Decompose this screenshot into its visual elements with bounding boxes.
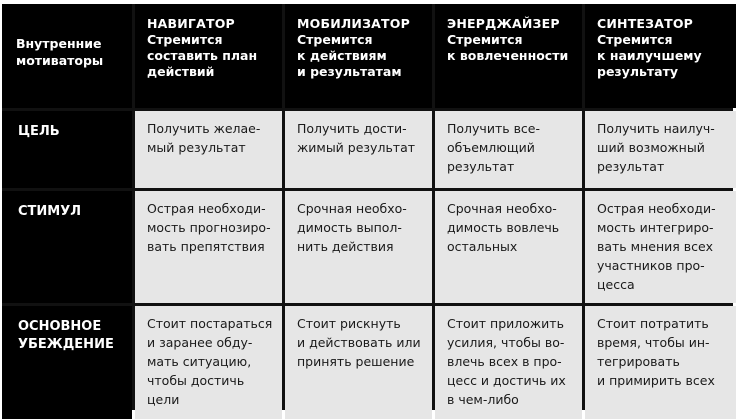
table-cell: Получить все- объемлющий результат — [435, 111, 582, 188]
column-title: МОБИЛИЗАТОР — [297, 16, 410, 31]
column-subtitle: Стремится к наилучшему результату — [597, 32, 702, 79]
table-cell: Стоит приложить усилия, чтобы во- влечь всех в про- цесс и достичь их в чем-либо — [435, 306, 582, 419]
table-cell: Стоит потратить время, чтобы ин- тегрировать и примирить всех — [585, 306, 736, 419]
column-title: ЭНЕРДЖАЙЗЕР — [447, 16, 560, 31]
column-header-energizer — [435, 4, 582, 108]
table-cell: Получить желае- мый результат — [135, 111, 282, 188]
table-cell: Получить дости- жимый результат — [285, 111, 432, 188]
motivators-table — [2, 4, 733, 410]
column-header-mobilizer — [285, 4, 432, 108]
row-label-core-belief: ОСНОВНОЕ УБЕЖДЕНИЕ — [2, 306, 132, 419]
table-cell: Стоит рискнуть и действовать или принять решение — [285, 306, 432, 419]
table-cell: Срочная необхо- димость вовлечь остальных — [435, 191, 582, 303]
corner-header — [2, 4, 132, 108]
row-label-stimulus: СТИМУЛ — [2, 191, 132, 303]
table-cell: Стоит постараться и заранее обду- мать ситуацию, чтобы достичь цели — [135, 306, 282, 419]
column-title: СИНТЕЗАТОР — [597, 16, 694, 31]
table-cell: Срочная необхо- димость выпол- нить действия — [285, 191, 432, 303]
row-label-goal: ЦЕЛЬ — [2, 111, 132, 188]
table-cell: Острая необходи- мость интегриро- вать мнения всех участников про- цесса — [585, 191, 736, 303]
column-title: НАВИГАТОР — [147, 16, 235, 31]
column-header-synthesizer — [585, 4, 736, 108]
table-cell: Острая необходи- мость прогнозиро- вать препятствия — [135, 191, 282, 303]
corner-label: Внутренние мотиваторы — [16, 36, 104, 68]
column-header-navigator — [135, 4, 282, 108]
table-cell: Получить наилуч- ший возможный результат — [585, 111, 736, 188]
column-subtitle: Стремится к вовлеченности — [447, 32, 569, 63]
column-subtitle: Стремится к действиям и результатам — [297, 32, 402, 79]
column-subtitle: Стремится составить план действий — [147, 32, 258, 79]
